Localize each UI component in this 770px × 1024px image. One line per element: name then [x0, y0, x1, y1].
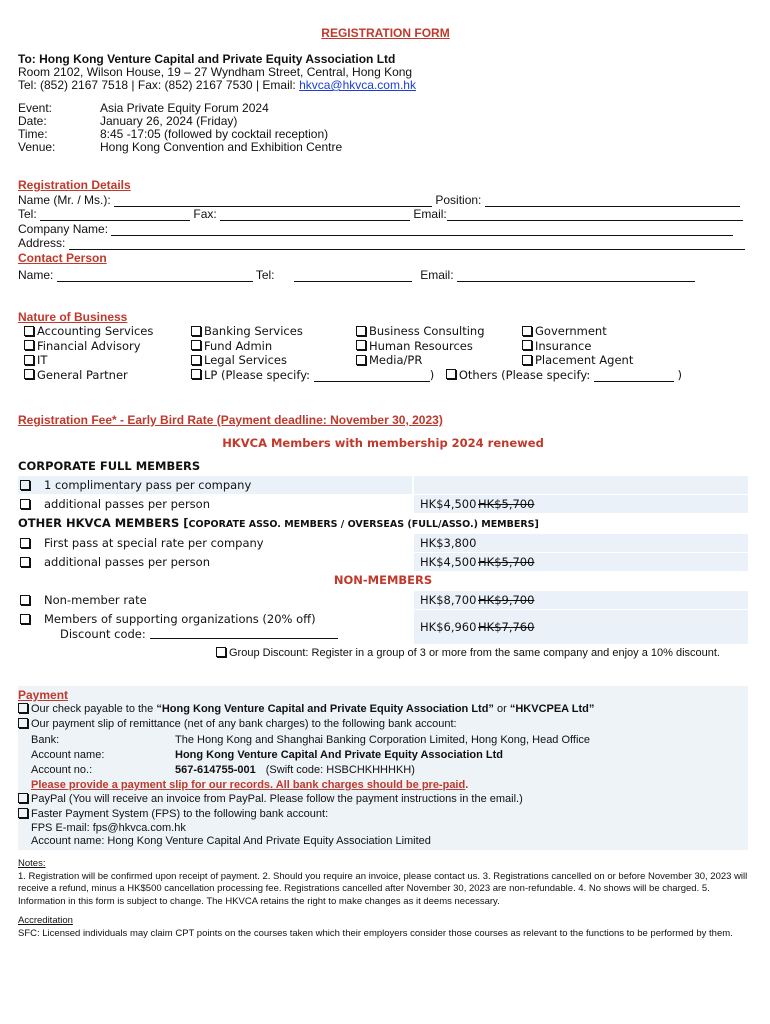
fax-field[interactable]: [220, 209, 410, 221]
accreditation-heading: Accreditation: [18, 915, 73, 926]
option-legal-services[interactable]: Legal Services: [191, 353, 682, 368]
payment-warning: Please provide a payment slip for our records. All bank charges should be pre-paid.: [31, 779, 469, 791]
checkbox-icon[interactable]: [191, 326, 201, 336]
price-cell: [414, 610, 748, 644]
fps-details: [31, 822, 431, 848]
address-field[interactable]: [69, 238, 745, 250]
tel-field[interactable]: [40, 209, 190, 221]
event-value: Asia Private Equity Forum 2024: [100, 101, 269, 115]
date-label: Date:: [18, 114, 47, 128]
date-value: January 26, 2024 (Friday): [100, 114, 238, 128]
payment-paypal[interactable]: PayPal (You will receive an invoice from PayPal. Please follow the payment instructions in the email.): [18, 793, 523, 805]
company-field[interactable]: [111, 224, 733, 236]
checkbox-icon[interactable]: [24, 340, 34, 350]
checkbox-icon[interactable]: [356, 326, 366, 336]
addressee: To: Hong Kong Venture Capital and Private Equity Association Ltd: [18, 52, 396, 66]
registration-fee-heading: Registration Fee* - Early Bird Rate (Payment deadline: November 30, 2023): [18, 413, 443, 427]
option-business-consulting[interactable]: Business Consulting: [356, 324, 485, 339]
position-field[interactable]: [485, 195, 740, 207]
lp-specify-field[interactable]: [314, 370, 430, 382]
contact-tel-field[interactable]: [294, 270, 412, 282]
option-human-resources[interactable]: Human Resources: [356, 339, 485, 354]
nature-of-business-heading: Nature of Business: [18, 310, 128, 324]
address-row: [18, 236, 745, 250]
tel-label: Tel:: [18, 207, 37, 221]
address-label: Address:: [18, 236, 66, 250]
date-row: [18, 114, 237, 128]
contact-name-label: Name:: [18, 268, 54, 282]
email-link[interactable]: hkvca@hkvca.com.hk: [299, 78, 416, 92]
name-field[interactable]: [114, 195, 432, 207]
fee-row-other-additional: additional passes per person HK$4,500 HK$5,700: [18, 553, 748, 571]
bank-row: Bank: The Hong Kong and Shanghai Banking Corporation Limited, Hong Kong, Head Office: [31, 734, 591, 746]
corporate-full-members-heading: CORPORATE FULL MEMBERS: [18, 459, 201, 473]
fps-email: FPS E-mail: fps@hkvca.com.hk: [31, 822, 186, 834]
company-label: Company Name:: [18, 222, 109, 236]
bank-details: [31, 733, 590, 793]
checkbox-icon[interactable]: [446, 369, 456, 379]
discount-code-field[interactable]: [150, 627, 338, 639]
option-it[interactable]: IT: [24, 353, 153, 368]
option-lp[interactable]: LP (Please specify: ) Others (Please specify: ): [191, 368, 682, 383]
account-name-row: Account name: Hong Kong Venture Capital And Private Equity Association Ltd: [31, 749, 503, 761]
price-cell: [414, 534, 748, 552]
contact-email-label: Email:: [420, 268, 454, 282]
checkbox-icon[interactable]: [20, 557, 30, 567]
event-row: [18, 101, 269, 115]
price: HK$3,800: [420, 536, 477, 550]
payment-fps[interactable]: Faster Payment System (FPS) to the following bank account:: [18, 808, 328, 820]
business-options: [24, 324, 754, 388]
checkbox-icon[interactable]: [18, 808, 28, 818]
fee-row-supporting-orgs: Members of supporting organizations (20% off) Discount code: HK$6,960 HK$7,760: [18, 610, 748, 644]
checkbox-icon[interactable]: [20, 614, 30, 624]
payment-bank-transfer[interactable]: Our payment slip of remittance (net of any bank charges) to the following bank account:: [18, 718, 457, 730]
fee-row-non-member: Non-member rate HK$8,700 HK$9,700: [18, 591, 748, 609]
option-placement-agent[interactable]: Placement Agent: [522, 353, 633, 368]
notes-text: 1. Registration will be confirmed upon receipt of payment. 2. Should you require an invoice, please contact us. 3. Registrations cancelled on or before November 30, 2023 will receive a refund, minus a HK$500 cancellation processing fee. Registrations cancelled after November 30, 2023 are non-refundable. 4. No shows will be charged. 5. Information in this form is subject to change. The HKVCA retains the right to make changes as it deems necessary.: [18, 870, 748, 907]
venue-label: Venue:: [18, 140, 56, 154]
option-insurance[interactable]: Insurance: [522, 339, 633, 354]
price: HK$4,500: [420, 497, 477, 511]
option-general-partner[interactable]: General Partner: [24, 368, 153, 383]
option-government[interactable]: Government: [522, 324, 633, 339]
contact-numbers: Tel: (852) 2167 7518 | Fax: (852) 2167 7530 | Email:: [18, 78, 300, 92]
checkbox-icon[interactable]: [18, 793, 28, 803]
option-accounting-services[interactable]: Accounting Services: [24, 324, 153, 339]
business-col-1: [24, 324, 153, 382]
accreditation-section: [18, 915, 758, 940]
association-address: Room 2102, Wilson House, 19 – 27 Wyndham Street, Central, Hong Kong: [18, 65, 413, 79]
price: HK$6,960: [420, 620, 477, 634]
payment-section: [18, 686, 748, 850]
venue-row: [18, 140, 342, 154]
checkbox-icon[interactable]: [20, 595, 30, 605]
checkbox-icon[interactable]: [522, 326, 532, 336]
business-col-3: [356, 324, 485, 368]
name-position-row: [18, 193, 740, 207]
checkbox-icon[interactable]: [191, 369, 201, 379]
email-field[interactable]: [447, 209, 743, 221]
checkbox-icon[interactable]: [20, 480, 30, 490]
price-cell: [414, 591, 748, 609]
fax-label: Fax:: [193, 207, 217, 221]
registration-details-heading: Registration Details: [18, 178, 131, 192]
checkbox-icon[interactable]: [522, 340, 532, 350]
checkbox-icon[interactable]: [20, 538, 30, 548]
discount-code-label: Discount code:: [60, 627, 146, 641]
event-label: Event:: [18, 101, 53, 115]
time-label: Time:: [18, 127, 48, 141]
price-cell: [414, 495, 748, 513]
option-banking-services[interactable]: Banking Services: [191, 324, 682, 339]
contact-email-field[interactable]: [457, 270, 695, 282]
option-fund-admin[interactable]: Fund Admin: [191, 339, 682, 354]
non-members-heading: NON-MEMBERS: [333, 573, 433, 587]
checkbox-icon[interactable]: [20, 499, 30, 509]
option-media-pr[interactable]: Media/PR: [356, 353, 485, 368]
association-contact: [18, 78, 416, 92]
accreditation-text: SFC: Licensed individuals may claim CPT points on the courses taken which their employers consider those courses as relevant to the functions to be performed by them.: [18, 927, 733, 939]
option-others[interactable]: Others (Please specify: ): [446, 368, 682, 382]
fee-row-corp-complimentary: 1 complimentary pass per company: [18, 476, 748, 494]
contact-name-field[interactable]: [57, 270, 253, 282]
checkbox-icon[interactable]: [18, 718, 28, 728]
price: HK$4,500: [420, 555, 477, 569]
contact-tel-label: Tel:: [255, 268, 275, 282]
position-label: Position:: [435, 193, 482, 207]
others-specify-field[interactable]: [594, 370, 674, 382]
checkbox-icon[interactable]: [191, 340, 201, 350]
company-row: [18, 222, 733, 236]
checkbox-icon[interactable]: [24, 355, 34, 365]
payment-heading: Payment: [18, 688, 69, 702]
fee-row-corp-additional: additional passes per person HK$4,500 HK$5,700: [18, 495, 748, 513]
contact-person-row: [18, 268, 695, 282]
old-price: HK$7,760: [478, 620, 535, 634]
account-no-row: Account no.: 567-614755-001 (Swift code: HSBCHKHHHKH): [31, 764, 415, 776]
notes-section: [18, 858, 758, 908]
notes-heading: Notes:: [18, 858, 46, 869]
old-price: HK$9,700: [478, 593, 535, 607]
old-price: HK$5,700: [478, 555, 535, 569]
payment-cheque[interactable]: Our check payable to the “Hong Kong Venture Capital and Private Equity Association Ltd” or “HKVCPEA Ltd”: [18, 703, 594, 715]
email-label: Email:: [413, 207, 447, 221]
members-heading: HKVCA Members with membership 2024 renewed: [222, 436, 544, 450]
time-value: 8:45 -17:05 (followed by cocktail reception): [100, 127, 329, 141]
price-cell: [414, 553, 748, 571]
contact-person-heading: Contact Person: [18, 251, 107, 265]
name-label: Name (Mr. / Ms.):: [18, 193, 111, 207]
fps-account-name: Account name: Hong Kong Venture Capital And Private Equity Association Limited: [31, 835, 431, 847]
tel-fax-email-row: [18, 207, 743, 221]
checkbox-icon[interactable]: [356, 355, 366, 365]
checkbox-icon[interactable]: [24, 369, 34, 379]
checkbox-icon[interactable]: [18, 703, 28, 713]
other-members-heading: OTHER HKVCA MEMBERS [COPORATE ASSO. MEMBERS / OVERSEAS (FULL/ASSO.) MEMBERS]: [18, 516, 539, 530]
checkbox-icon[interactable]: [356, 340, 366, 350]
group-discount-option[interactable]: Group Discount: Register in a group of 3 or more from the same company and enjoy a 10% discount.: [216, 647, 720, 659]
checkbox-icon[interactable]: [24, 326, 34, 336]
checkbox-icon[interactable]: [522, 355, 532, 365]
option-financial-advisory[interactable]: Financial Advisory: [24, 339, 153, 354]
old-price: HK$5,700: [478, 497, 535, 511]
venue-value: Hong Kong Convention and Exhibition Centre: [100, 140, 343, 154]
business-col-4: [522, 324, 633, 368]
fee-row-other-first-pass: First pass at special rate per company HK$3,800: [18, 534, 748, 552]
checkbox-icon[interactable]: [191, 355, 201, 365]
checkbox-icon[interactable]: [216, 647, 226, 657]
time-row: [18, 127, 328, 141]
price: HK$8,700: [420, 593, 477, 607]
form-title: REGISTRATION FORM: [321, 26, 450, 40]
